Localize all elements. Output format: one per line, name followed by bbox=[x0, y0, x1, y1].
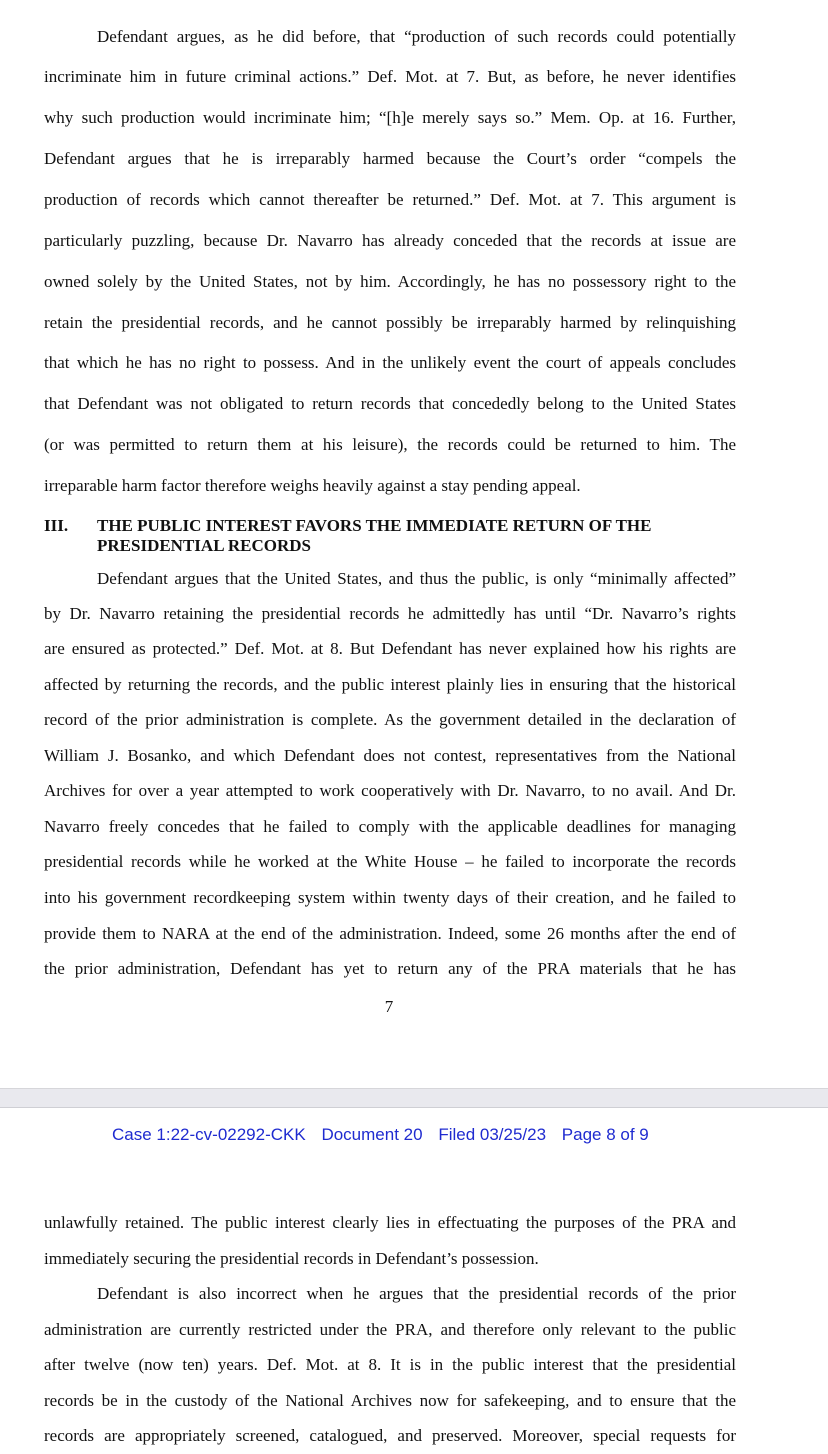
page-number: 7 bbox=[384, 997, 394, 1016]
page-indicator: Page 8 of 9 bbox=[561, 1125, 649, 1144]
section-heading: THE PUBLIC INTEREST FAVORS THE IMMEDIATE RETURN OF THE bbox=[97, 516, 652, 535]
body-text-line: that Defendant was not obligated to return records that concededly belong to the United States bbox=[44, 394, 736, 413]
body-text-line: Archives for over a year attempted to work cooperatively with Dr. Navarro, to no avail. And Dr. bbox=[44, 781, 736, 800]
case-number: Case 1:22-cv-02292-CKK bbox=[112, 1125, 306, 1144]
body-text-line: particularly puzzling, because Dr. Navarro has already conceded that the records at issue are bbox=[44, 231, 736, 250]
section-number: III. bbox=[44, 516, 69, 535]
filed-date: Filed 03/25/23 bbox=[438, 1125, 547, 1144]
body-text-line: provide them to NARA at the end of the administration. Indeed, some 26 months after the end of bbox=[44, 924, 736, 943]
body-text-line: retain the presidential records, and he cannot possibly be irreparably harmed by relinquishing bbox=[44, 313, 736, 332]
body-text-line: irreparable harm factor therefore weighs heavily against a stay pending appeal. bbox=[44, 476, 581, 495]
document-number: Document 20 bbox=[321, 1125, 423, 1144]
body-text-line: the prior administration, Defendant has yet to return any of the PRA materials that he has bbox=[44, 959, 736, 978]
body-text-line: unlawfully retained. The public interest clearly lies in effectuating the purposes of the PRA and bbox=[44, 1213, 736, 1232]
body-text-line: production of records which cannot thereafter be returned.” Def. Mot. at 7. This argument is bbox=[44, 190, 736, 209]
body-text-line: owned solely by the United States, not by him. Accordingly, he has no possessory right to the bbox=[44, 272, 736, 291]
body-text-line: Defendant argues that the United States, and thus the public, is only “minimally affected” bbox=[97, 569, 736, 588]
body-text-line: records are appropriately screened, catalogued, and preserved. Moreover, special requests for bbox=[44, 1426, 736, 1445]
page-separator bbox=[0, 1088, 828, 1108]
body-text-line: Defendant is also incorrect when he argues that the presidential records of the prior bbox=[97, 1284, 736, 1303]
body-text-line: why such production would incriminate him; “[h]e merely says so.” Mem. Op. at 16. Further, bbox=[44, 108, 736, 127]
body-text-line: affected by returning the records, and the public interest plainly lies in ensuring that the historical bbox=[44, 675, 736, 694]
body-text-line: incriminate him in future criminal actions.” Def. Mot. at 7. But, as before, he never identifies bbox=[44, 67, 736, 86]
body-text-line: record of the prior administration is complete. As the government detailed in the declaration of bbox=[44, 710, 736, 729]
body-text-line: Defendant argues that he is irreparably harmed because the Court’s order “compels the bbox=[44, 149, 736, 168]
body-text-line: immediately securing the presidential records in Defendant’s possession. bbox=[44, 1249, 539, 1268]
body-text-line: presidential records while he worked at the White House – he failed to incorporate the records bbox=[44, 852, 736, 871]
body-text-line: William J. Bosanko, and which Defendant does not contest, representatives from the National bbox=[44, 746, 736, 765]
body-text-line: records be in the custody of the National Archives now for safekeeping, and to ensure that the bbox=[44, 1391, 736, 1410]
section-heading: PRESIDENTIAL RECORDS bbox=[97, 536, 311, 555]
body-text-line: are ensured as protected.” Def. Mot. at 8. But Defendant has never explained how his rights are bbox=[44, 639, 736, 658]
body-text-line: after twelve (now ten) years. Def. Mot. at 8. It is in the public interest that the presidential bbox=[44, 1355, 736, 1374]
body-text-line: Navarro freely concedes that he failed to comply with the applicable deadlines for managing bbox=[44, 817, 736, 836]
body-text-line: Defendant argues, as he did before, that “production of such records could potentially bbox=[97, 27, 736, 46]
body-text-line: into his government recordkeeping system within twenty days of their creation, and he failed to bbox=[44, 888, 736, 907]
body-text-line: by Dr. Navarro retaining the presidential records he admittedly has until “Dr. Navarro’s rights bbox=[44, 604, 736, 623]
body-text-line: (or was permitted to return them at his leisure), the records could be returned to him. The bbox=[44, 435, 736, 454]
case-header bbox=[112, 1124, 660, 1146]
body-text-line: administration are currently restricted under the PRA, and therefore only relevant to the public bbox=[44, 1320, 736, 1339]
body-text-line: that which he has no right to possess. And in the unlikely event the court of appeals concludes bbox=[44, 353, 736, 372]
